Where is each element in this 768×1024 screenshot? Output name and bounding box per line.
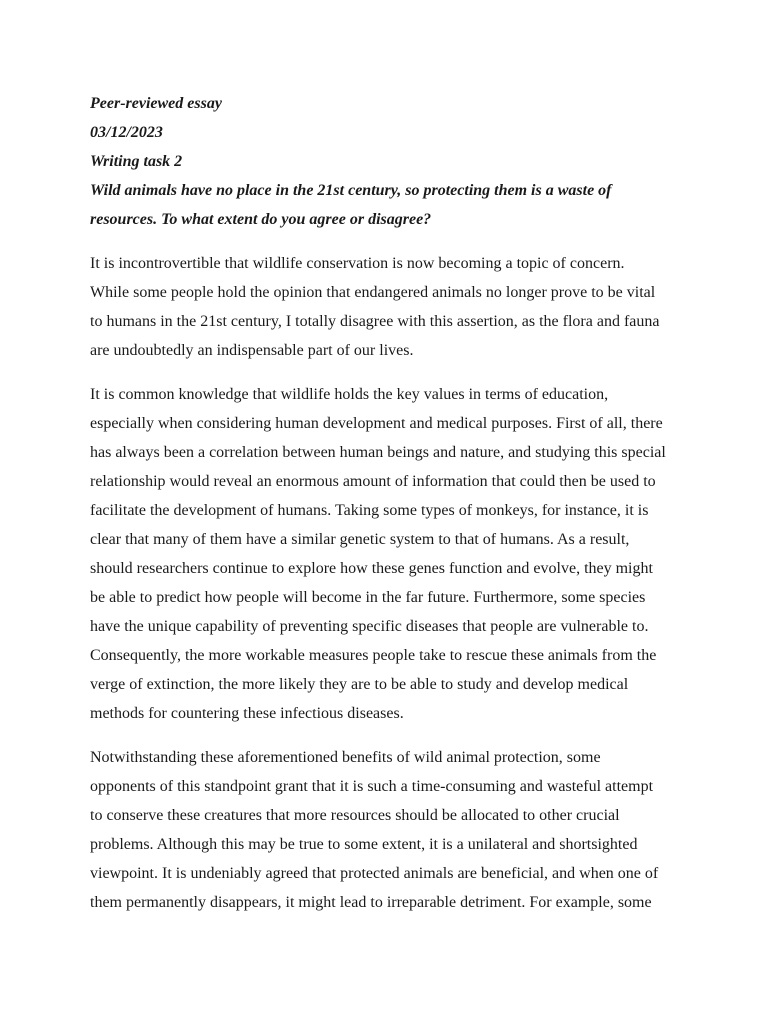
paragraph-line: While some people hold the opinion that endangered animals no longer prove to be vital [90,284,656,301]
prompt-line: resources. To what extent do you agree or disagree? [90,211,432,228]
paragraph-line: should researchers continue to explore how these genes function and evolve, they might [90,560,653,577]
paragraph-line: Notwithstanding these aforementioned benefits of wild animal protection, some [90,749,601,766]
paragraph-line: are undoubtedly an indispensable part of our lives. [90,342,414,359]
essay-label: Peer-reviewed essay [90,95,222,112]
document-page [90,89,682,917]
paragraph-line: be able to predict how people will become in the far future. Furthermore, some species [90,589,646,606]
paragraph-body-2 [90,743,682,917]
paragraph-line: facilitate the development of humans. Taking some types of monkeys, for instance, it is [90,502,649,519]
paragraph-body-1 [90,380,682,728]
paragraph-line: opponents of this standpoint grant that it is such a time-consuming and wasteful attempt [90,778,654,795]
prompt-line: Wild animals have no place in the 21st century, so protecting them is a waste of [90,182,612,199]
paragraph-line: It is incontrovertible that wildlife conservation is now becoming a topic of concern. [90,255,625,272]
essay-prompt [90,176,682,234]
paragraph-line: to humans in the 21st century, I totally disagree with this assertion, as the flora and fauna [90,313,660,330]
paragraph-line: has always been a correlation between human beings and nature, and studying this special [90,444,666,461]
paragraph-line: to conserve these creatures that more resources should be allocated to other crucial [90,807,620,824]
paragraph-line: Consequently, the more workable measures people take to rescue these animals from the [90,647,657,664]
paragraph-line: It is common knowledge that wildlife holds the key values in terms of education, [90,386,609,403]
paragraph-line: viewpoint. It is undeniably agreed that protected animals are beneficial, and when one of [90,865,659,882]
paragraph-line: clear that many of them have a similar genetic system to that of humans. As a result, [90,531,630,548]
paragraph-line: problems. Although this may be true to some extent, it is a unilateral and shortsighted [90,836,638,853]
paragraph-line: verge of extinction, the more likely they are to be able to study and develop medical [90,676,629,693]
paragraph-line: them permanently disappears, it might lead to irreparable detriment. For example, some [90,894,652,911]
paragraph-line: have the unique capability of preventing specific diseases that people are vulnerable to. [90,618,649,635]
paragraph-line: relationship would reveal an enormous amount of information that could then be used to [90,473,656,490]
essay-date: 03/12/2023 [90,124,163,141]
paragraph-line: especially when considering human development and medical purposes. First of all, there [90,415,663,432]
essay-header [90,89,682,234]
paragraph-line: methods for countering these infectious diseases. [90,705,404,722]
paragraph-introduction [90,249,682,365]
essay-task: Writing task 2 [90,153,183,170]
